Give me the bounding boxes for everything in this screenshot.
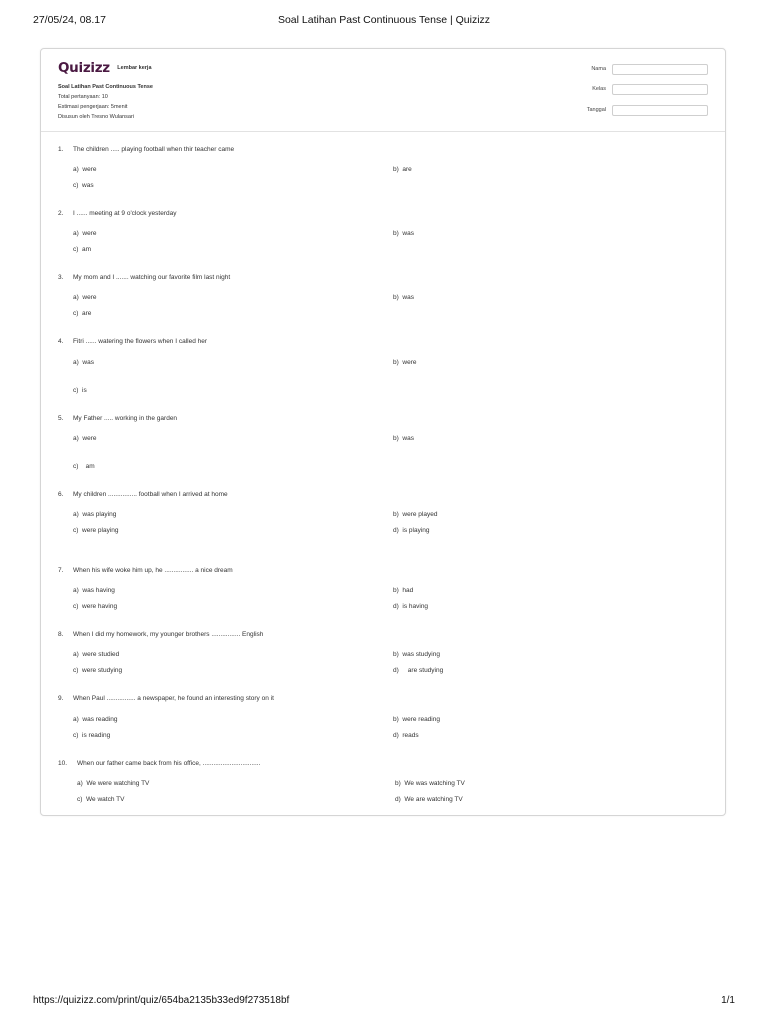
question-text: When our father came back from his office, ................................	[77, 760, 261, 767]
question-text: My children ................ football when I arrived at home	[73, 491, 228, 498]
name-field[interactable]	[612, 64, 708, 75]
question-number: 7.	[58, 567, 64, 574]
question-number: 8.	[58, 631, 64, 638]
option: c) were having	[73, 603, 118, 610]
option: d) We are watching TV	[395, 796, 463, 803]
total-questions: Total pertanyaan: 10	[58, 94, 108, 100]
question-text: When I did my homework, my younger brothers ................ English	[73, 631, 264, 638]
option: a) was reading	[73, 716, 118, 723]
option: c) were playing	[73, 527, 119, 534]
option: a) were	[73, 230, 97, 237]
name-label: Nama	[591, 66, 606, 72]
option: a) was	[73, 359, 94, 366]
option: a) were	[73, 294, 97, 301]
quiz-title: Soal Latihan Past Continuous Tense	[58, 84, 153, 90]
question-text: When Paul ................ a newspaper, he found an interesting story on it	[73, 695, 274, 702]
question-text: The children ..... playing football when thir teacher came	[73, 146, 235, 153]
option: b) was	[393, 294, 414, 301]
option: a) We were watching TV	[77, 780, 150, 787]
option: a) were studied	[73, 651, 120, 658]
option: c) is	[73, 387, 87, 394]
option: b) were reading	[393, 716, 440, 723]
question-number: 2.	[58, 210, 64, 217]
option: a) was playing	[73, 511, 117, 518]
page-count: 1/1	[721, 995, 735, 1006]
quiz-meta	[58, 82, 153, 122]
option: a) was having	[73, 587, 115, 594]
option: b) was	[393, 230, 414, 237]
print-date: 27/05/24, 08.17	[33, 14, 106, 26]
question-number: 5.	[58, 415, 64, 422]
option: c) were studying	[73, 667, 123, 674]
option: c) am	[73, 246, 92, 253]
option: c) is reading	[73, 732, 111, 739]
question-text: I ...... meeting at 9 o'clock yesterday	[73, 210, 177, 217]
option: a) were	[73, 166, 97, 173]
option: d) is having	[393, 603, 429, 610]
option: b) had	[393, 587, 414, 594]
date-label: Tanggal	[586, 107, 606, 113]
question-text: My Father ..... working in the garden	[73, 415, 178, 422]
option: b) We was watching TV	[395, 780, 465, 787]
option: d) reads	[393, 732, 419, 739]
question-number: 10.	[58, 760, 68, 767]
class-field[interactable]	[612, 84, 708, 95]
question-number: 4.	[58, 338, 64, 345]
option: b) was studying	[393, 651, 440, 658]
question-text: Fitri ...... watering the flowers when I called her	[73, 338, 208, 345]
question-number: 6.	[58, 491, 64, 498]
question-number: 3.	[58, 274, 64, 281]
class-label: Kelas	[592, 86, 606, 92]
option: c) are	[73, 310, 92, 317]
option: c) We watch TV	[77, 796, 125, 803]
option: c) was	[73, 182, 94, 189]
question-text: My mom and I ....... watching our favorite film last night	[73, 274, 231, 281]
option: b) were played	[393, 511, 438, 518]
question-text: When his wife woke him up, he ................ a nice dream	[73, 567, 233, 574]
option: d) are studying	[393, 667, 444, 674]
print-title: Soal Latihan Past Continuous Tense | Quizizz	[277, 14, 491, 26]
option: c) am	[73, 463, 95, 470]
option: d) is playing	[393, 527, 430, 534]
question-number: 1.	[58, 146, 64, 153]
page-url[interactable]: https://quizizz.com/print/quiz/654ba2135b33ed9f273518bf	[33, 995, 290, 1006]
option: b) was	[393, 435, 414, 442]
print-header	[33, 14, 735, 30]
option: b) were	[393, 359, 417, 366]
logo-row	[58, 59, 152, 77]
author: Disusun oleh Tresno Wulansari	[58, 114, 135, 120]
worksheet-header	[41, 49, 725, 132]
print-footer	[33, 995, 735, 1009]
option: a) were	[73, 435, 97, 442]
quizizz-logo: Quizizz	[58, 59, 110, 76]
worksheet-label: Lembar kerja	[117, 64, 152, 71]
worksheet	[40, 48, 726, 816]
option: b) are	[393, 166, 412, 173]
date-field[interactable]	[612, 105, 708, 116]
time-estimate: Estimasi pengerjaan: 5menit	[58, 104, 128, 110]
question-number: 9.	[58, 695, 64, 702]
